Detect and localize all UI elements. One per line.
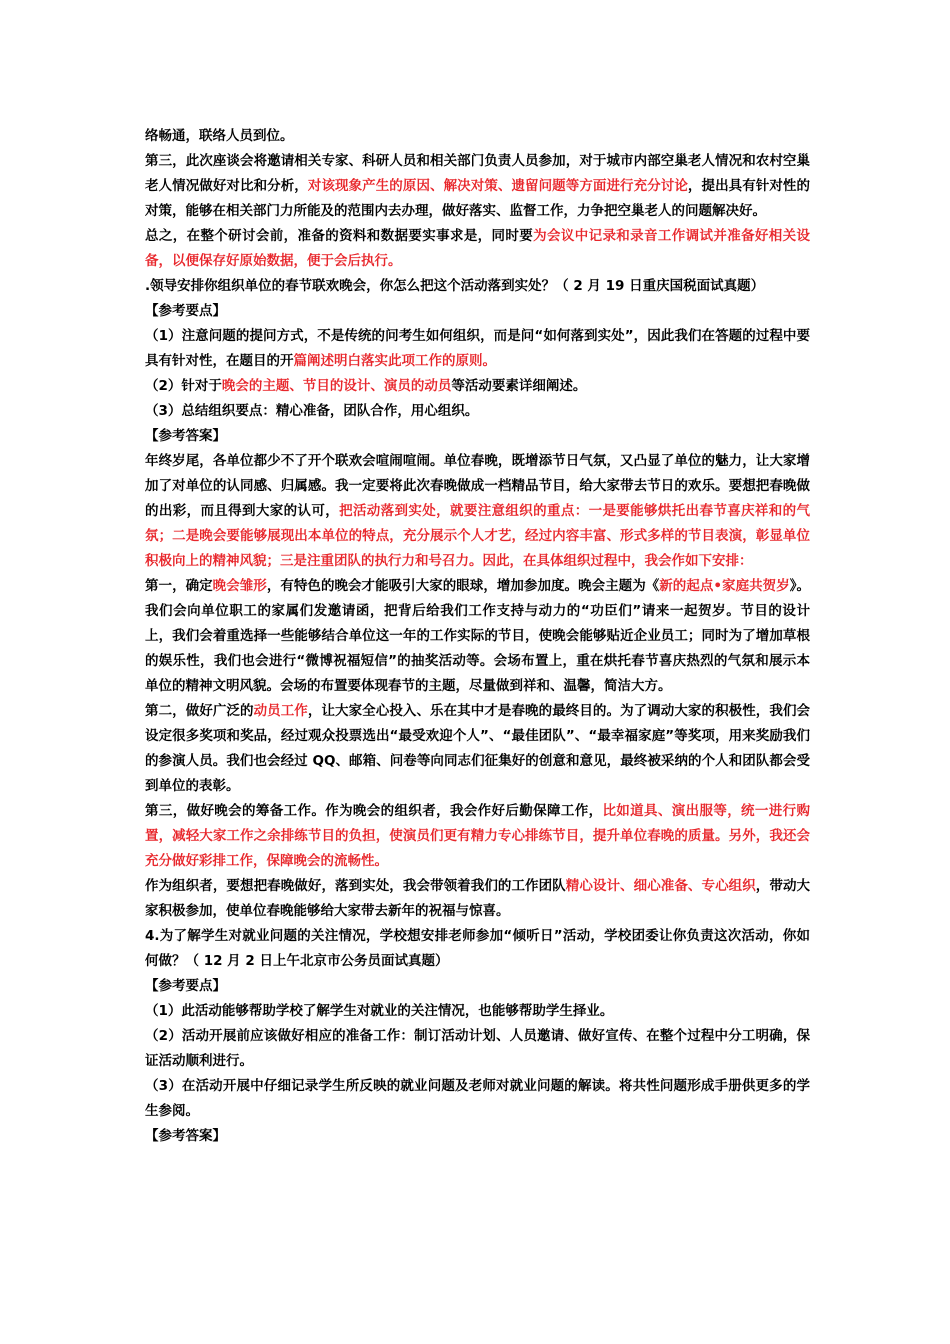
text-run: 总之，在整个研讨会前，准备的资料和数据要实事求是，同时要	[145, 228, 534, 244]
paragraph	[145, 424, 810, 449]
paragraph	[145, 149, 810, 224]
text-run: 【参考答案】	[145, 1128, 226, 1144]
text-run: ，让大家全心投入、乐在其中才是春晚的最终目的。为了调动大家的积极性，我们会设定很多奖项和奖品，经过观众投票选出“最受欢迎个人”、“最佳团队”、“最幸福家庭”等奖项，用来奖励我们的参演人员。我们也会经过 QQ、邮箱、问卷等向同志们征集好的创意和意见，最终被采纳的个人和团队都会受到单位的表彰。	[145, 703, 811, 794]
text-run: ，提出具有针对性的对策，能够在相关部门力所能及的范围内去办理，做好落实、监督工作，力争把空巢老人的问题解决好。	[145, 178, 811, 219]
text-run: 【参考要点】	[145, 978, 226, 994]
paragraph	[145, 799, 810, 874]
text-run: 第二，做好广泛的	[145, 703, 254, 719]
text-run: 》。我们会向单位职工的家属们发邀请函，把背后给我们工作支持与动力的“功臣们”请来一起贺岁。节目的设计上，我们会着重选择一些能够结合单位这一年的工作实际的节目，使晚会能够贴近企业员工；同时为了增加草根的娱乐性，我们也会进行“微博祝福短信”的抽奖活动等。会场布置上，重在烘托春节喜庆热烈的气氛和展示本单位的精神文明风貌。会场的布置要体现春节的主题，尽量做到祥和、温馨，简洁大方。	[145, 578, 811, 694]
paragraph	[145, 274, 810, 299]
paragraph	[145, 1024, 810, 1074]
text-run: 年终岁尾，各单位都少不了开个联欢会喧闹喧闹。单位春晚，既增添节日气氛，又凸显了单位的魅力，让大家增加了对单位的认同感、归属感。我一定要将此次春晚做成一档精品节目，给大家带去节日的欢乐。要想把春晚做的出彩，而且得到大家的认可，	[145, 453, 810, 519]
highlighted-text: 精心设计、细心准备、专心组织	[565, 878, 756, 894]
paragraph	[145, 974, 810, 999]
text-run: （1）注意问题的提问方式，不是传统的问考生如何组织，而是问“如何落到实处”，因此我们在答题的过程中要具有针对性，在题目的开	[145, 328, 810, 369]
paragraph	[145, 924, 810, 974]
text-run: （2）活动开展前应该做好相应的准备工作：制订活动计划、人员邀请、做好宣传、在整个过程中分工明确，保证活动顺利进行。	[145, 1028, 810, 1069]
document-body	[145, 124, 810, 1149]
paragraph	[145, 124, 810, 149]
paragraph	[145, 399, 810, 424]
text-run: 等活动要素详细阐述。	[451, 378, 587, 394]
text-run: 第三，此次座谈会将邀请相关专家、科研人员和相关部门负责人员参加，对于城市内部空巢老人情况和农村空巢老人情况做好对比和分析，	[145, 153, 810, 194]
paragraph	[145, 1124, 810, 1149]
text-run: 第三，做好晚会的筹备工作。作为晚会的组织者，我会作好后勤保障工作，	[145, 803, 603, 819]
text-run: （3）总结组织要点：精心准备，团队合作，用心组织。	[145, 403, 479, 419]
text-run: 络畅通，联络人员到位。	[145, 128, 294, 144]
text-run: .领导安排你组织单位的春节联欢晚会，你怎么把这个活动落到实处？（ 2 月 19 日重庆国税面试真题）	[145, 278, 765, 294]
text-run: 第一，确定	[145, 578, 213, 594]
paragraph	[145, 224, 810, 274]
paragraph	[145, 874, 810, 924]
paragraph	[145, 574, 810, 699]
highlighted-text: 晚会的主题、节目的设计、演员的动员	[221, 378, 452, 394]
text-run: 【参考要点】	[145, 303, 226, 319]
text-run: （3）在活动开展中仔细记录学生所反映的就业问题及老师对就业问题的解读。将共性问题形成手册供更多的学生参阅。	[145, 1078, 810, 1119]
highlighted-text: 新的起点•家庭共贺岁	[659, 578, 790, 594]
paragraph	[145, 699, 810, 799]
text-run: ，带动大家积极参加，使单位春晚能够给大家带去新年的祝福与惊喜。	[145, 878, 811, 919]
text-run: 作为组织者，要想把春晚做好，落到实处，我会带领着我们的工作团队	[145, 878, 566, 894]
highlighted-text: 晚会雏形	[212, 578, 267, 594]
paragraph	[145, 299, 810, 324]
paragraph	[145, 324, 810, 374]
highlighted-text: 动员工作	[253, 703, 308, 719]
paragraph	[145, 449, 810, 574]
paragraph	[145, 999, 810, 1024]
highlighted-text: 对该现象产生的原因、解决对策、遗留问题等方面进行充分讨论	[307, 178, 688, 194]
highlighted-text: 为会议中记录和录音工作调试并准备好相关设备，以便保存好原始数据，便于会后执行。	[145, 228, 811, 269]
text-run: （2）针对于	[145, 378, 222, 394]
paragraph	[145, 374, 810, 399]
text-run: 4.为了解学生对就业问题的关注情况，学校想安排老师参加“倾听日”活动，学校团委让你负责这次活动，你如何做？（ 12 月 2 日上午北京市公务员面试真题）	[145, 928, 810, 969]
paragraph	[145, 1074, 810, 1124]
highlighted-text: 比如道具、演出服等，统一进行购置，减轻大家工作之余排练节目的负担，使演员们更有精力专心排练节目，提升单位春晚的质量。另外，我还会充分做好彩排工作，保障晚会的流畅性。	[145, 803, 811, 869]
text-run: ，有特色的晚会才能吸引大家的眼球，增加参加度。晚会主题为《	[266, 578, 660, 594]
text-run: （1）此活动能够帮助学校了解学生对就业的关注情况，也能够帮助学生择业。	[145, 1003, 614, 1019]
text-run: 【参考答案】	[145, 428, 226, 444]
highlighted-text: 把活动落到实处，就要注意组织的重点：一是要能够烘托出春节喜庆祥和的气氛；二是晚会要能够展现出本单位的特点，充分展示个人才艺，经过内容丰富、形式多样的节目表演，彰显单位积极向上的精神风貌；三是注重团队的执行力和号召力。因此，在具体组织过程中，我会作如下安排：	[145, 503, 811, 569]
highlighted-text: 篇阐述明白落实此项工作的原则。	[293, 353, 496, 369]
